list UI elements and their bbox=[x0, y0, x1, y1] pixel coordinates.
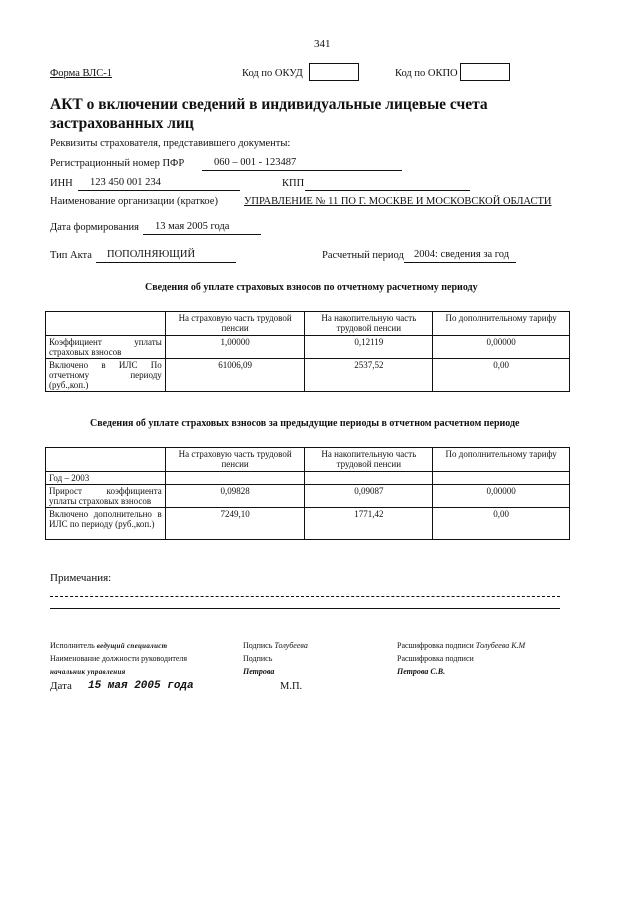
okud-label: Код по ОКУД bbox=[242, 68, 303, 79]
table-cell: 0,09087 bbox=[305, 485, 433, 508]
decode-label: Расшифровка подписи bbox=[397, 641, 474, 650]
table-cell: 61006,09 bbox=[165, 359, 305, 392]
decode2-label: Расшифровка подписи bbox=[397, 654, 474, 663]
inn-underline bbox=[78, 190, 240, 191]
head-pos-value: начальник управления bbox=[50, 668, 126, 676]
stamp-place: М.П. bbox=[280, 681, 303, 692]
signature-value: Толубеева bbox=[274, 641, 308, 650]
page-number: 341 bbox=[314, 38, 331, 50]
table-header-cell: По дополнительному тарифу bbox=[433, 312, 570, 336]
kpp-label: КПП bbox=[282, 178, 305, 189]
act-type-underline bbox=[96, 262, 236, 263]
table-header-cell: На накопительную часть трудовой пенсии bbox=[305, 312, 433, 336]
table-row bbox=[46, 508, 570, 540]
period-value: 2004: сведения за год bbox=[414, 249, 510, 260]
table-cell bbox=[165, 472, 305, 485]
signature-line bbox=[243, 641, 308, 650]
table-cell: 0,09828 bbox=[165, 485, 305, 508]
decode-line bbox=[397, 641, 525, 650]
table-header-cell: На страховую часть трудовой пенсии bbox=[165, 312, 305, 336]
table-header-cell: На страховую часть трудовой пенсии bbox=[165, 448, 305, 472]
notes-line-1 bbox=[50, 596, 560, 597]
document-title: АКТ о включении сведений в индивидуальные лицевые счета застрахованных лиц bbox=[50, 96, 488, 132]
table-row bbox=[46, 359, 570, 392]
head-pos-label: Наименование должности руководителя bbox=[50, 654, 188, 663]
notes-line-2 bbox=[50, 608, 560, 609]
decode2-value: Петрова С.В. bbox=[397, 667, 446, 676]
date-form-label: Дата формирования bbox=[50, 222, 140, 233]
executor-label: Исполнитель bbox=[50, 641, 95, 650]
table-cell bbox=[305, 472, 433, 485]
decode-value: Толубеева К.М bbox=[475, 641, 526, 650]
table-cell: 0,12119 bbox=[305, 336, 433, 359]
date-form-underline bbox=[143, 234, 261, 235]
signature2-value: Петрова bbox=[243, 667, 275, 676]
act-type-label: Тип Акта bbox=[50, 250, 92, 261]
table-previous-periods bbox=[45, 447, 570, 540]
section2-title: Сведения об уплате страховых взносов за предыдущие периоды в отчетном расчетном периоде bbox=[90, 418, 520, 429]
table-header-cell: На накопительную часть трудовой пенсии bbox=[305, 448, 433, 472]
row-label: Коэффициент уплаты страховых взносов bbox=[46, 336, 166, 359]
table-row bbox=[46, 485, 570, 508]
okud-box[interactable] bbox=[309, 63, 359, 81]
table-cell: 7249,10 bbox=[165, 508, 305, 540]
table-cell: 0,00 bbox=[433, 508, 570, 540]
table-current-period bbox=[45, 311, 570, 392]
date-label: Дата bbox=[50, 680, 72, 692]
table-cell: 0,00000 bbox=[433, 485, 570, 508]
table-corner-cell bbox=[46, 448, 166, 472]
table-row bbox=[46, 472, 570, 485]
date-form-value: 13 мая 2005 года bbox=[155, 221, 230, 232]
signature2-label: Подпись bbox=[243, 654, 273, 663]
period-underline bbox=[404, 262, 516, 263]
reg-label: Регистрационный номер ПФР bbox=[50, 158, 185, 169]
okpo-box[interactable] bbox=[460, 63, 510, 81]
table-cell: 1,00000 bbox=[165, 336, 305, 359]
form-label: Форма ВЛС-1 bbox=[50, 68, 112, 79]
table-header-row bbox=[46, 312, 570, 336]
inn-label: ИНН bbox=[50, 178, 73, 189]
table-header-row bbox=[46, 448, 570, 472]
table-row bbox=[46, 336, 570, 359]
act-type-value: ПОПОЛНЯЮЩИЙ bbox=[107, 249, 196, 260]
table-cell: 0,00 bbox=[433, 359, 570, 392]
org-value: УПРАВЛЕНИЕ № 11 ПО Г. МОСКВЕ И МОСКОВСКОЙ ОБЛАСТИ bbox=[244, 196, 552, 207]
row-label: Прирост коэффициента уплаты страховых взносов bbox=[46, 485, 166, 508]
section1-title: Сведения об уплате страховых взносов по отчетному расчетному периоду bbox=[145, 282, 478, 293]
table-header-cell: По дополнительному тарифу bbox=[433, 448, 570, 472]
year-label: Год – 2003 bbox=[46, 472, 166, 485]
executor-line bbox=[50, 641, 167, 650]
reg-value: 060 – 001 - 123487 bbox=[214, 157, 297, 168]
reg-underline bbox=[202, 170, 402, 171]
notes-label: Примечания: bbox=[50, 572, 112, 584]
kpp-underline bbox=[305, 190, 470, 191]
period-label: Расчетный период bbox=[322, 250, 404, 261]
row-label: Включено дополнительно в ИЛС по периоду (руб.,коп.) bbox=[46, 508, 166, 540]
signature-label: Подпись bbox=[243, 641, 273, 650]
date-value: 15 мая 2005 года bbox=[88, 680, 194, 692]
requisites-label: Реквизиты страхователя, представившего документы: bbox=[50, 138, 291, 149]
executor-value: ведущий специалист bbox=[96, 642, 168, 650]
inn-value: 123 450 001 234 bbox=[90, 177, 161, 188]
table-cell: 0,00000 bbox=[433, 336, 570, 359]
table-cell: 2537,52 bbox=[305, 359, 433, 392]
table-cell: 1771,42 bbox=[305, 508, 433, 540]
table-corner-cell bbox=[46, 312, 166, 336]
row-label: Включено в ИЛС По отчетному периоду (руб.,коп.) bbox=[46, 359, 166, 392]
org-label: Наименование организации (краткое) bbox=[50, 196, 218, 207]
table-cell bbox=[433, 472, 570, 485]
okpo-label: Код по ОКПО bbox=[395, 68, 458, 79]
